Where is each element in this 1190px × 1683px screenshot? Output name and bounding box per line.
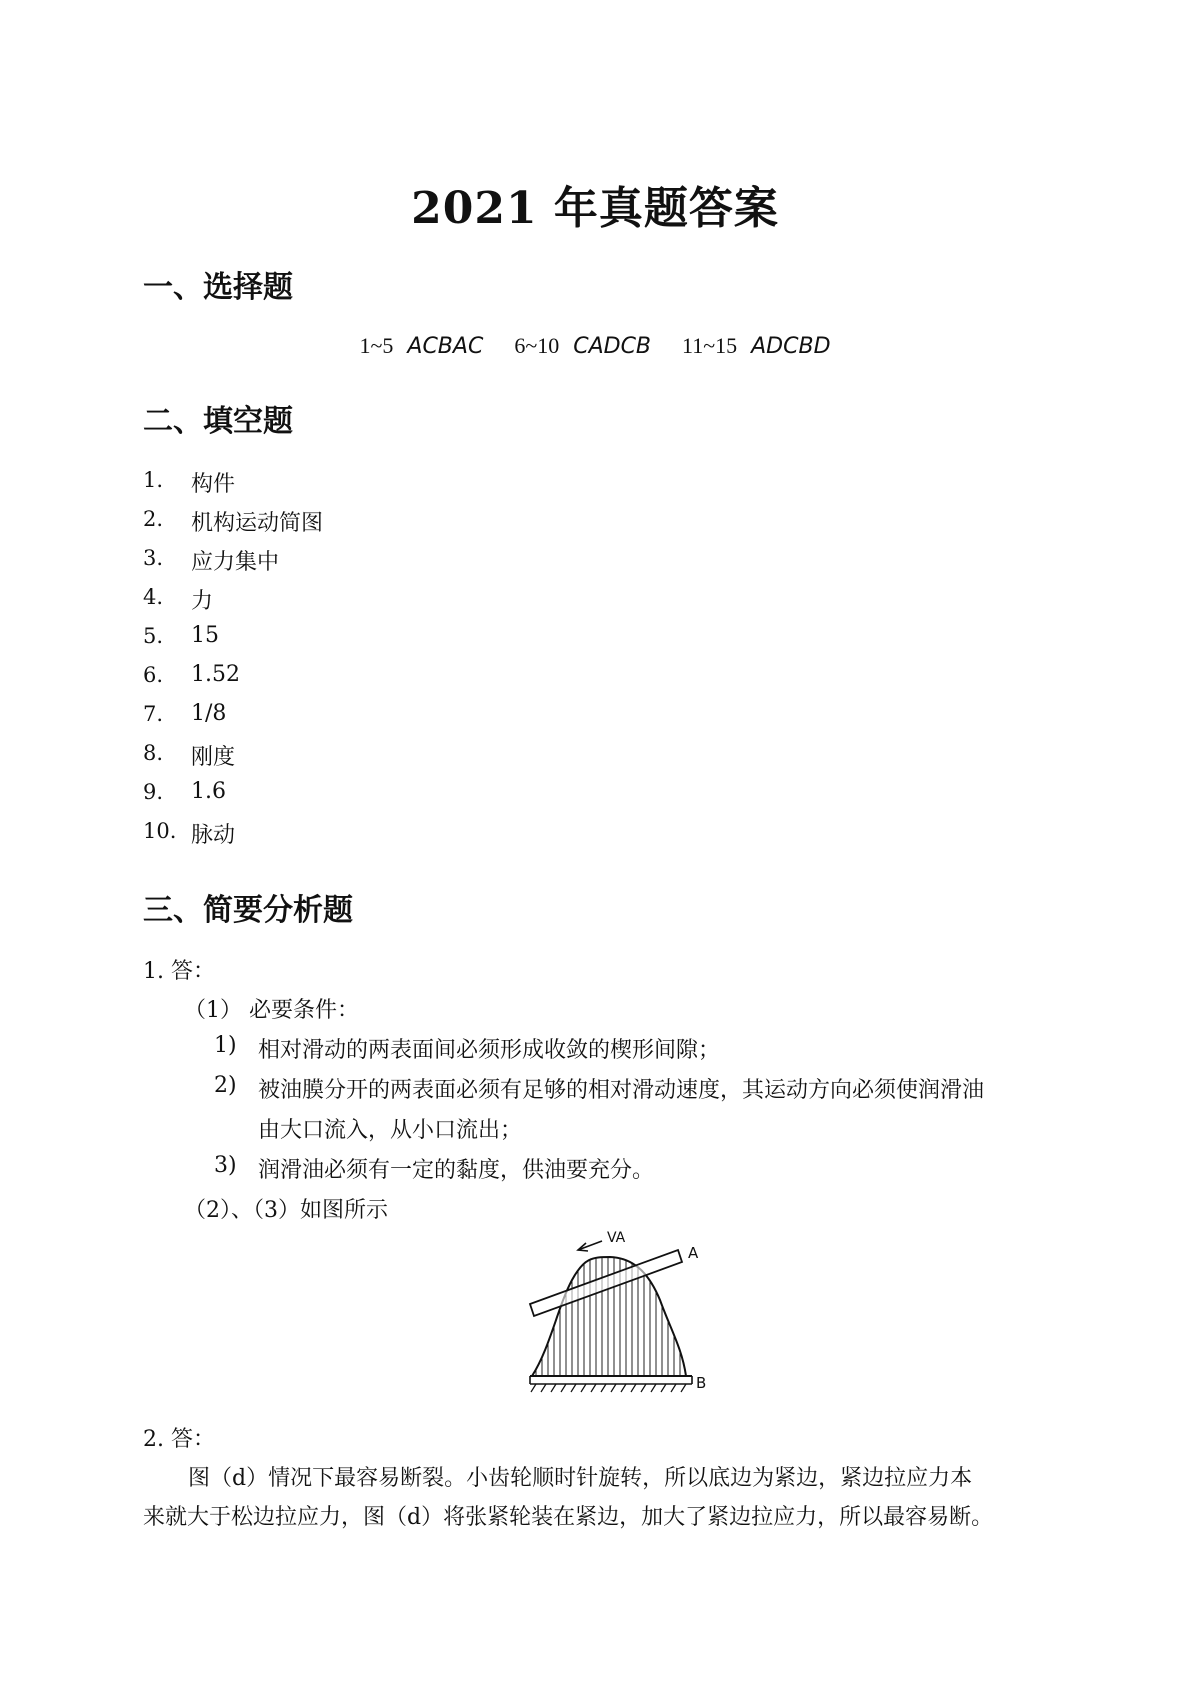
choice-range-1: 1~5	[359, 333, 394, 358]
figure-label-b: B	[696, 1374, 707, 1392]
choice-answers-3: ADCBD	[751, 334, 831, 359]
section-heading-analysis: 三、简要分析题	[143, 893, 353, 928]
condition-num-1: 1)	[214, 1033, 237, 1058]
condition-text-3: 润滑油必须有一定的黏度，供油要充分。	[258, 1158, 655, 1183]
choice-range-3: 11~15	[682, 333, 738, 358]
figure-label-va: VA	[607, 1230, 626, 1246]
condition-num-2: 2)	[214, 1073, 237, 1098]
choice-answers-1: ACBAC	[407, 334, 484, 359]
section-heading-fill: 二、填空题	[143, 404, 293, 439]
condition-text-2: 被油膜分开的两表面必须有足够的相对滑动速度，其运动方向必须使润滑油	[258, 1078, 985, 1103]
q1-part1: （1） 必要条件：	[184, 998, 359, 1023]
q1-label: 1. 答：	[143, 959, 215, 984]
page-title: 2021 年真题答案	[411, 183, 779, 234]
q2-line-1: 图（d）情况下最容易断裂。小齿轮顺时针旋转，所以底边为紧边，紧边拉应力本	[188, 1466, 973, 1491]
condition-text-1: 相对滑动的两表面间必须形成收敛的楔形间隙；	[258, 1038, 721, 1063]
condition-text-2-cont: 由大口流入，从小口流出；	[258, 1118, 523, 1143]
q2-label: 2. 答：	[143, 1427, 215, 1452]
section-heading-choice: 一、选择题	[143, 270, 293, 305]
figure-label-a: A	[688, 1244, 699, 1262]
q2-line-2: 来就大于松边拉应力，图（d）将张紧轮装在紧边，加大了紧边拉应力，所以最容易断。	[143, 1505, 994, 1530]
oil-film-pressure-diagram	[520, 1228, 720, 1393]
choice-range-2: 6~10	[514, 333, 560, 358]
condition-num-3: 3)	[214, 1153, 237, 1178]
choice-answers	[0, 333, 1190, 359]
choice-answers-2: CADCB	[573, 334, 652, 359]
q1-part23: （2）、（3）如图所示	[184, 1198, 388, 1223]
